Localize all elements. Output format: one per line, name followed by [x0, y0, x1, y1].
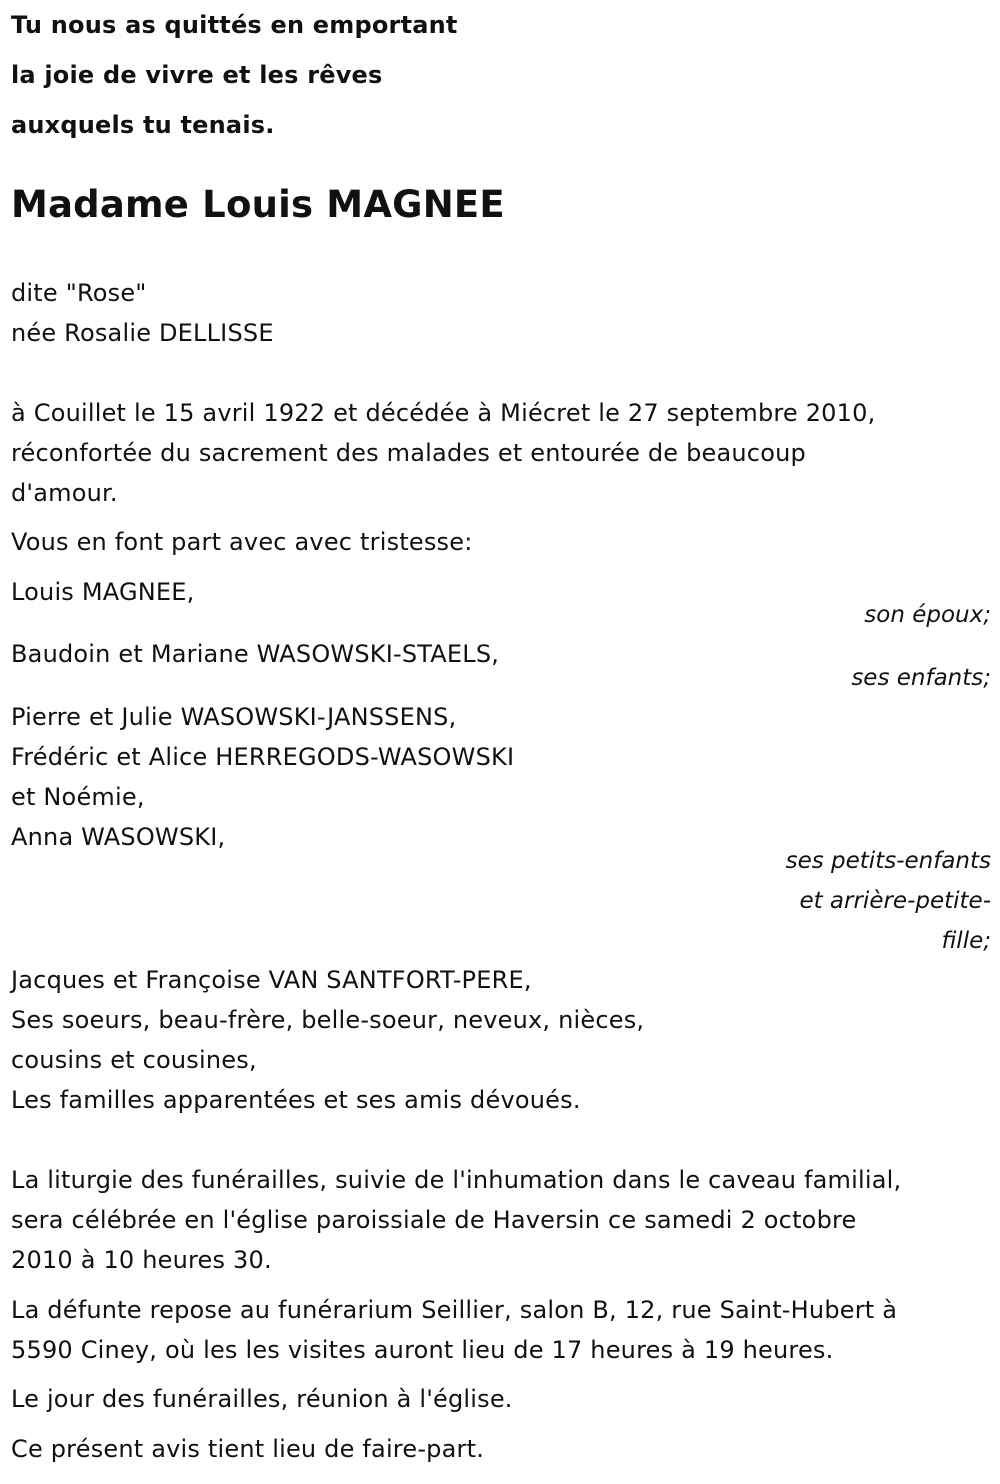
liturgy-line-2: sera célébrée en l'église paroissiale de Haversin ce samedi 2 octobre: [11, 1206, 857, 1234]
intro-line-3: auxquels tu tenais.: [11, 111, 275, 139]
children-role: ses enfants;: [851, 665, 991, 691]
other-family-line-2: Ses soeurs, beau-frère, belle-soeur, neveux, nièces,: [11, 1006, 645, 1034]
grandchild-line-2: Frédéric et Alice HERREGODS-WASOWSKI: [11, 743, 515, 771]
bio-line-1: à Couillet le 15 avril 1922 et décédée à Miécret le 27 septembre 2010,: [11, 399, 876, 427]
spouse-role: son époux;: [864, 602, 991, 628]
grandchild-line-3: et Noémie,: [11, 783, 145, 811]
liturgy-line-3: 2010 à 10 heures 30.: [11, 1246, 272, 1274]
birth-name-line: née Rosalie DELLISSE: [11, 319, 274, 347]
visit-line-2: 5590 Ciney, où les les visites auront lieu de 17 heures à 19 heures.: [11, 1336, 834, 1364]
visit-line-1: La défunte repose au funérarium Seillier, salon B, 12, rue Saint-Hubert à: [11, 1296, 898, 1324]
nickname-line: dite "Rose": [11, 279, 147, 307]
bio-line-2: réconfortée du sacrement des malades et entourée de beaucoup: [11, 439, 806, 467]
other-family-line-3: cousins et cousines,: [11, 1046, 257, 1074]
other-family-line-4: Les familles apparentées et ses amis dévoués.: [11, 1086, 581, 1114]
liturgy-line-1: La liturgie des funérailles, suivie de l'inhumation dans le caveau familial,: [11, 1166, 902, 1194]
deceased-name-title: Madame Louis MAGNEE: [11, 183, 505, 226]
notice-line: Ce présent avis tient lieu de faire-part.: [11, 1435, 485, 1463]
intro-line-1: Tu nous as quittés en emportant: [11, 11, 458, 39]
announcement-line: Vous en font part avec avec tristesse:: [11, 528, 473, 556]
children-name: Baudoin et Mariane WASOWSKI-STAELS,: [11, 640, 500, 668]
meeting-line: Le jour des funérailles, réunion à l'église.: [11, 1385, 513, 1413]
bio-line-3: d'amour.: [11, 479, 118, 507]
grandchildren-role-line-1: ses petits-enfants: [785, 848, 991, 874]
grandchild-line-1: Pierre et Julie WASOWSKI-JANSSENS,: [11, 703, 457, 731]
grandchild-line-4: Anna WASOWSKI,: [11, 823, 226, 851]
other-family-line-1: Jacques et Françoise VAN SANTFORT-PERE,: [11, 966, 532, 994]
spouse-name: Louis MAGNEE,: [11, 578, 195, 606]
grandchildren-role-line-2: et arrière-petite-: [799, 888, 991, 914]
intro-line-2: la joie de vivre et les rêves: [11, 61, 383, 89]
grandchildren-role-line-3: fille;: [941, 928, 991, 954]
